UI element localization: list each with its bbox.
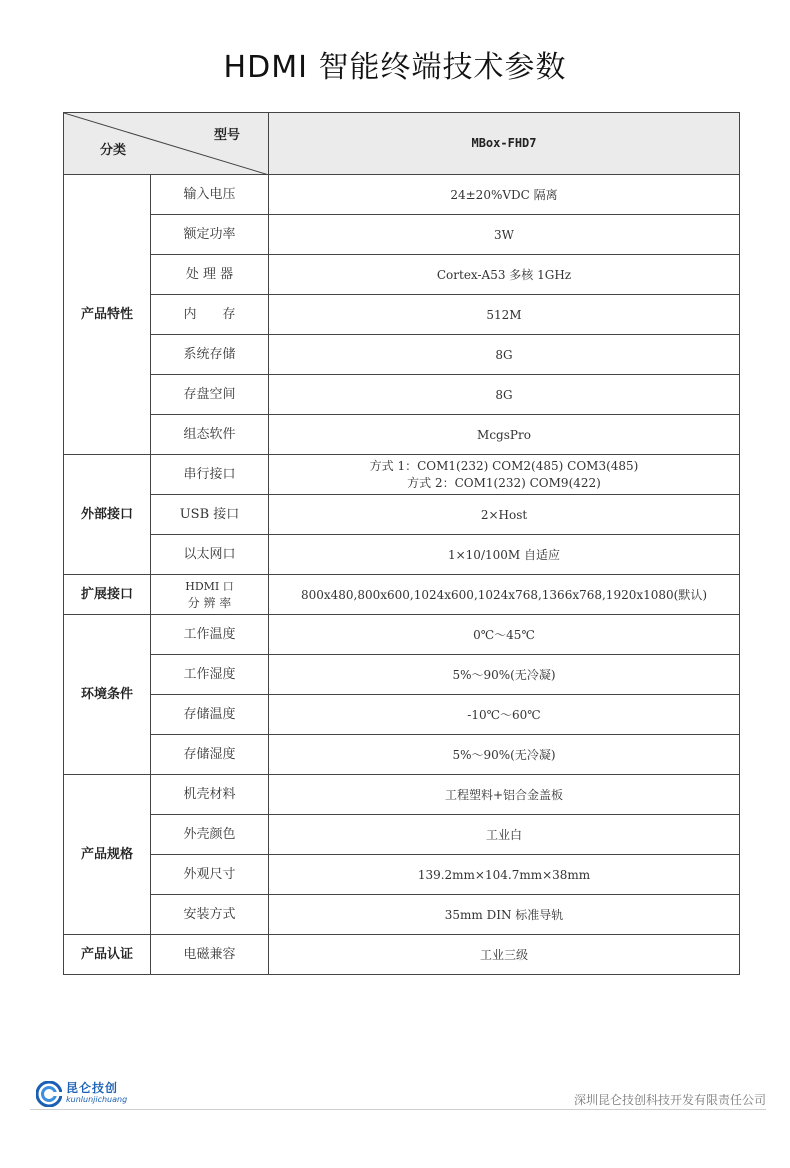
model-label: 型号 xyxy=(213,128,240,143)
item-cell: USB 接口 xyxy=(151,495,269,535)
category-cell: 环境条件 xyxy=(64,615,151,775)
item-cell: 串行接口 xyxy=(151,455,269,495)
item-cell: 内 存 xyxy=(151,295,269,335)
item-cell: 机壳材料 xyxy=(151,775,269,815)
item-cell: 工作温度 xyxy=(151,615,269,655)
table-row xyxy=(64,735,740,775)
value-cell: 8G xyxy=(269,375,740,415)
table-row xyxy=(64,175,740,215)
spec-table xyxy=(63,112,740,975)
value-cell: 0℃～45℃ xyxy=(269,615,740,655)
table-row xyxy=(64,655,740,695)
table-row xyxy=(64,495,740,535)
category-cell: 产品特性 xyxy=(64,175,151,455)
item-cell: 以太网口 xyxy=(151,535,269,575)
value-cell: 8G xyxy=(269,335,740,375)
value-cell: 24±20%VDC 隔离 xyxy=(269,175,740,215)
value-cell: 5%～90%(无冷凝) xyxy=(269,655,740,695)
table-row xyxy=(64,415,740,455)
item-cell: 组态软件 xyxy=(151,415,269,455)
logo-name-cn: 昆仑技创 xyxy=(66,1081,119,1095)
table-row xyxy=(64,255,740,295)
company-name: 深圳昆仑技创科技开发有限责任公司 xyxy=(573,1093,766,1107)
value-cell: 3W xyxy=(269,215,740,255)
table-row xyxy=(64,775,740,815)
logo-text xyxy=(66,1082,127,1106)
item-cell: 安装方式 xyxy=(151,895,269,935)
value-cell: 工业白 xyxy=(269,815,740,855)
table-row xyxy=(64,935,740,975)
table-row xyxy=(64,895,740,935)
item-cell: 系统存储 xyxy=(151,335,269,375)
value-cell: 5%～90%(无冷凝) xyxy=(269,735,740,775)
value-cell: 35mm DIN 标准导轨 xyxy=(269,895,740,935)
value-cell: -10℃～60℃ xyxy=(269,695,740,735)
category-cell: 扩展接口 xyxy=(64,575,151,615)
item-cell xyxy=(151,575,269,615)
table-row xyxy=(64,455,740,495)
value-line: 方式 2：COM1(232) COM9(422) xyxy=(407,475,601,490)
table-row xyxy=(64,215,740,255)
table-row xyxy=(64,335,740,375)
item-cell: 电磁兼容 xyxy=(151,935,269,975)
model-cell xyxy=(269,113,740,175)
item-cell: 工作湿度 xyxy=(151,655,269,695)
header-corner-cell xyxy=(64,113,269,175)
item-line: 分 辨 率 xyxy=(187,595,232,610)
item-line: HDMI 口 xyxy=(185,579,234,593)
item-cell: 处 理 器 xyxy=(151,255,269,295)
table-row xyxy=(64,815,740,855)
table-row xyxy=(64,535,740,575)
value-cell: 1×10/100M 自适应 xyxy=(269,535,740,575)
page-title: HDMI 智能终端技术参数 xyxy=(223,50,567,85)
category-label: 分类 xyxy=(100,143,127,158)
value-cell: 2×Host xyxy=(269,495,740,535)
value-cell: 800x480,800x600,1024x600,1024x768,1366x768,1920x1080(默认) xyxy=(269,575,740,615)
value-cell: Cortex-A53 多核 1GHz xyxy=(269,255,740,295)
table-header-row xyxy=(64,113,740,175)
value-cell: 工业三级 xyxy=(269,935,740,975)
item-cell: 存储温度 xyxy=(151,695,269,735)
table-row xyxy=(64,855,740,895)
item-cell: 存储湿度 xyxy=(151,735,269,775)
table-row xyxy=(64,575,740,615)
table-row xyxy=(64,615,740,655)
company-logo xyxy=(36,1080,127,1108)
kunlun-logo-icon xyxy=(36,1081,62,1107)
footer-divider xyxy=(30,1109,766,1110)
table-row xyxy=(64,695,740,735)
category-cell: 产品规格 xyxy=(64,775,151,935)
category-cell: 产品认证 xyxy=(64,935,151,975)
table-row xyxy=(64,375,740,415)
value-cell xyxy=(269,455,740,495)
value-cell: 工程塑料+铝合金盖板 xyxy=(269,775,740,815)
value-cell: 139.2mm×104.7mm×38mm xyxy=(269,855,740,895)
item-cell: 存盘空间 xyxy=(151,375,269,415)
table-row xyxy=(64,295,740,335)
item-cell: 额定功率 xyxy=(151,215,269,255)
value-cell: McgsPro xyxy=(269,415,740,455)
logo-name-en: kunlunjichuang xyxy=(66,1095,128,1104)
value-line: 方式 1：COM1(232) COM2(485) COM3(485) xyxy=(369,458,639,473)
model-name: MBox-FHD7 xyxy=(471,136,537,150)
item-cell: 外观尺寸 xyxy=(151,855,269,895)
category-cell: 外部接口 xyxy=(64,455,151,575)
value-cell: 512M xyxy=(269,295,740,335)
item-cell: 输入电压 xyxy=(151,175,269,215)
item-cell: 外壳颜色 xyxy=(151,815,269,855)
